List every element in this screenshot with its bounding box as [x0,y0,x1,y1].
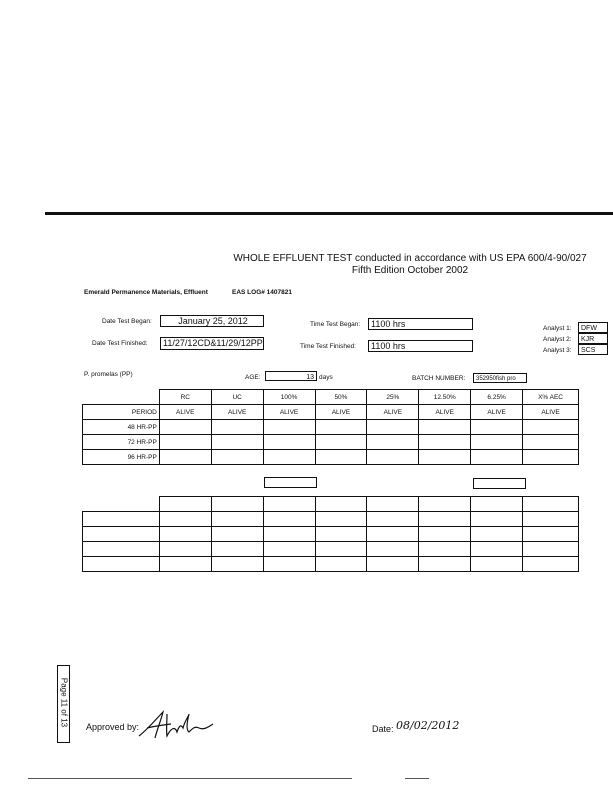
table-cell[interactable] [211,512,263,527]
bottom-rule-short [405,778,429,779]
signature [137,710,217,740]
table-cell[interactable] [83,557,160,572]
table-cell[interactable] [367,450,419,465]
time-finished-field[interactable]: 1100 hrs [368,340,473,352]
table-cell: ALIVE [419,405,471,420]
table-cell: ALIVE [367,405,419,420]
table-cell[interactable] [263,527,315,542]
time-finished-label: Time Test Finished: [300,343,356,350]
table-cell[interactable] [159,542,211,557]
table-cell[interactable] [367,420,419,435]
table-row [83,557,579,572]
table-cell[interactable] [263,420,315,435]
analyst-3-label: Analyst 3: [543,347,572,354]
table-cell[interactable] [315,542,367,557]
table-header-row [83,390,579,405]
table-cell[interactable] [211,497,263,512]
table-cell[interactable] [263,542,315,557]
table-cell[interactable] [159,512,211,527]
col-header: UC [211,390,263,405]
table-cell[interactable] [159,435,211,450]
survival-table [82,389,579,465]
period-48hr: 48 HR-PP [83,420,160,435]
col-header: 50% [315,390,367,405]
table-cell[interactable] [315,420,367,435]
table-cell[interactable] [471,450,523,465]
table-cell: ALIVE [471,405,523,420]
date-began-label: Date Test Began: [102,318,152,325]
table-cell: ALIVE [523,405,579,420]
table-row [83,405,579,420]
table-cell[interactable] [523,527,579,542]
table-cell[interactable] [471,497,523,512]
client-name: Emerald Permanence Materials, Effluent [84,289,208,296]
table-cell: ALIVE [315,405,367,420]
period-label: PERIOD [83,405,160,420]
table-cell[interactable] [523,542,579,557]
col-header: X% AEC [523,390,579,405]
col-header: RC [159,390,211,405]
batch-label: BATCH NUMBER: [412,375,466,382]
table-cell[interactable] [523,497,579,512]
blank-table [82,496,579,572]
table-cell[interactable] [419,497,471,512]
col-header: 25% [367,390,419,405]
col-header: 6.25% [471,390,523,405]
age-field[interactable]: 13 [265,371,317,381]
table-cell[interactable] [315,497,367,512]
table-row [83,512,579,527]
blank-box-right[interactable] [473,478,526,489]
table-cell[interactable] [83,542,160,557]
table-cell[interactable] [471,512,523,527]
time-began-field[interactable]: 1100 hrs [368,318,473,330]
table-cell[interactable] [263,450,315,465]
table-cell[interactable] [419,450,471,465]
table-cell[interactable] [367,542,419,557]
table-cell[interactable] [523,557,579,572]
batch-field[interactable]: 352950fish pro [473,373,527,383]
table-row [83,542,579,557]
table-cell[interactable] [367,557,419,572]
table-cell[interactable] [471,435,523,450]
table-cell[interactable] [419,420,471,435]
table-cell[interactable] [211,435,263,450]
top-rule [45,212,613,215]
table-cell[interactable] [315,557,367,572]
date-finished-label: Date Test Finished: [92,340,148,347]
table-row [83,450,579,465]
table-row [83,527,579,542]
table-cell[interactable] [471,557,523,572]
table-cell[interactable] [419,527,471,542]
table-cell[interactable] [315,512,367,527]
table-cell[interactable] [263,557,315,572]
table-cell[interactable] [315,527,367,542]
blank-box-left[interactable] [264,477,317,488]
table-cell[interactable] [471,420,523,435]
table-cell[interactable] [419,512,471,527]
analyst-2-label: Analyst 2: [543,336,572,343]
table-cell[interactable] [523,450,579,465]
table-cell[interactable] [159,497,211,512]
title-line-1: WHOLE EFFLUENT TEST conducted in accordance with US EPA 600/4-90/027 [233,253,587,264]
approval-date: 08/02/2012 [396,719,460,732]
table-cell[interactable] [263,497,315,512]
page-number-box [57,665,70,743]
table-cell[interactable] [419,435,471,450]
table-cell[interactable] [83,512,160,527]
date-began-field[interactable]: January 25, 2012 [160,315,264,327]
table-cell[interactable] [367,512,419,527]
col-header: 12.50% [419,390,471,405]
table-cell[interactable] [211,420,263,435]
analyst-2-field[interactable]: KJR [578,333,608,344]
col-header: 100% [263,390,315,405]
table-cell: ALIVE [211,405,263,420]
report-title [160,253,613,277]
table-cell: ALIVE [159,405,211,420]
table-cell[interactable] [419,557,471,572]
table-cell[interactable] [471,527,523,542]
period-96hr: 96 HR-PP [83,450,160,465]
table-cell[interactable] [367,527,419,542]
age-label: AGE: [245,374,261,381]
table-cell[interactable] [159,527,211,542]
species-label: P. promelas (PP) [84,371,133,378]
table-cell[interactable] [419,542,471,557]
title-line-2: Fifth Edition October 2002 [351,265,469,276]
table-cell[interactable] [315,450,367,465]
date-label: Date: [372,724,394,734]
bottom-rule [28,778,352,779]
table-cell[interactable] [211,542,263,557]
analyst-3-field[interactable]: SCS [578,344,608,355]
table-cell[interactable] [263,512,315,527]
approved-label: Approved by: [86,722,140,732]
date-finished-field[interactable]: 11/27/12CD&11/29/12PP [160,337,264,350]
table-cell[interactable] [211,527,263,542]
analyst-1-label: Analyst 1: [543,325,572,332]
period-72hr: 72 HR-PP [83,435,160,450]
table-row [83,497,579,512]
table-cell[interactable] [211,557,263,572]
page-number: Page 11 of 13 [59,677,69,728]
age-unit: days [319,374,333,381]
table-cell[interactable] [523,435,579,450]
table-row [83,420,579,435]
analyst-1-field[interactable]: DFW [578,322,608,333]
table-cell[interactable] [159,420,211,435]
table-cell[interactable] [367,497,419,512]
table-row [83,435,579,450]
table-cell[interactable] [83,527,160,542]
table-cell: ALIVE [263,405,315,420]
eas-log: EAS LOG# 1407821 [232,289,292,296]
table-cell[interactable] [211,450,263,465]
table-cell[interactable] [471,542,523,557]
table-cell[interactable] [315,435,367,450]
table-cell[interactable] [159,557,211,572]
table-cell[interactable] [263,435,315,450]
table-cell[interactable] [159,450,211,465]
time-began-label: Time Test Began: [310,321,361,328]
table-cell[interactable] [523,420,579,435]
table-cell[interactable] [523,512,579,527]
table-cell[interactable] [367,435,419,450]
